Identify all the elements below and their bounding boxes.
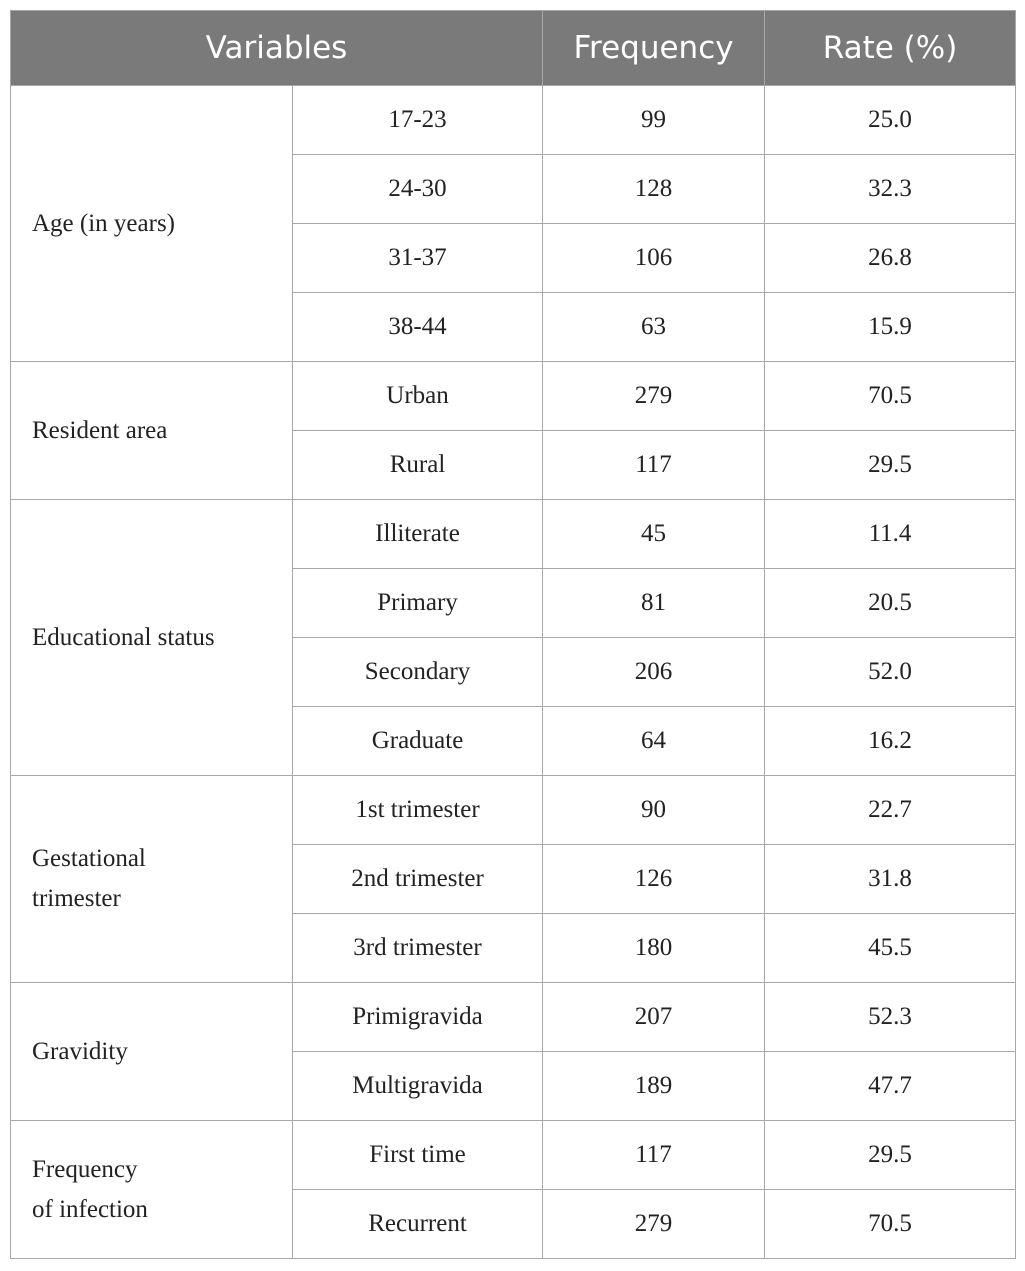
- variable-group-label-line: Educational status: [32, 623, 215, 651]
- rate-cell: 15.9: [765, 293, 1016, 362]
- category-cell: Primigravida: [293, 983, 543, 1052]
- frequency-cell: 126: [543, 845, 765, 914]
- rate-cell: 26.8: [765, 224, 1016, 293]
- rate-cell: 47.7: [765, 1052, 1016, 1121]
- table-row: [11, 776, 1016, 845]
- header-variables: Variables: [11, 11, 543, 86]
- variable-group-label-line: Resident area: [32, 416, 168, 444]
- table-body: [11, 86, 1016, 1259]
- frequency-cell: 279: [543, 1190, 765, 1259]
- rate-cell: 11.4: [765, 500, 1016, 569]
- category-cell: Illiterate: [293, 500, 543, 569]
- rate-cell: 45.5: [765, 914, 1016, 983]
- rate-cell: 20.5: [765, 569, 1016, 638]
- frequency-cell: 90: [543, 776, 765, 845]
- variable-group-label: [11, 500, 293, 776]
- table-row: [11, 362, 1016, 431]
- variable-group-label-line: Frequency: [32, 1155, 138, 1183]
- category-cell: Graduate: [293, 707, 543, 776]
- category-cell: Primary: [293, 569, 543, 638]
- frequency-cell: 279: [543, 362, 765, 431]
- rate-cell: 52.3: [765, 983, 1016, 1052]
- variable-group-label: [11, 362, 293, 500]
- frequency-cell: 180: [543, 914, 765, 983]
- table-header: [11, 11, 1016, 86]
- variable-group-label: [11, 776, 293, 983]
- variable-group-label-line: Gravidity: [32, 1037, 128, 1065]
- category-cell: Recurrent: [293, 1190, 543, 1259]
- category-cell: First time: [293, 1121, 543, 1190]
- data-table: [10, 10, 1016, 1259]
- frequency-cell: 117: [543, 431, 765, 500]
- variable-group-label-line: trimester: [32, 885, 121, 912]
- category-cell: 38-44: [293, 293, 543, 362]
- category-cell: 3rd trimester: [293, 914, 543, 983]
- category-cell: 2nd trimester: [293, 845, 543, 914]
- rate-cell: 25.0: [765, 86, 1016, 155]
- rate-cell: 29.5: [765, 1121, 1016, 1190]
- frequency-cell: 45: [543, 500, 765, 569]
- variable-group-label: [11, 1121, 293, 1259]
- category-cell: Secondary: [293, 638, 543, 707]
- category-cell: 24-30: [293, 155, 543, 224]
- variable-group-label-line: Gestational: [32, 845, 146, 872]
- category-cell: Urban: [293, 362, 543, 431]
- rate-cell: 22.7: [765, 776, 1016, 845]
- frequency-cell: 189: [543, 1052, 765, 1121]
- frequency-cell: 128: [543, 155, 765, 224]
- variable-group-label: [11, 86, 293, 362]
- rate-cell: 52.0: [765, 638, 1016, 707]
- variable-group-label: [11, 983, 293, 1121]
- variable-group-label-line: Age (in years): [32, 209, 175, 237]
- frequency-cell: 106: [543, 224, 765, 293]
- category-cell: 1st trimester: [293, 776, 543, 845]
- category-cell: 31-37: [293, 224, 543, 293]
- frequency-cell: 81: [543, 569, 765, 638]
- rate-cell: 32.3: [765, 155, 1016, 224]
- header-rate: Rate (%): [765, 11, 1016, 86]
- header-frequency: Frequency: [543, 11, 765, 86]
- table-row: [11, 86, 1016, 155]
- category-cell: 17-23: [293, 86, 543, 155]
- rate-cell: 16.2: [765, 707, 1016, 776]
- table-row: [11, 1121, 1016, 1190]
- rate-cell: 29.5: [765, 431, 1016, 500]
- frequency-cell: 117: [543, 1121, 765, 1190]
- frequency-cell: 63: [543, 293, 765, 362]
- table-row: [11, 983, 1016, 1052]
- header-row: [11, 11, 1016, 86]
- rate-cell: 31.8: [765, 845, 1016, 914]
- frequency-cell: 207: [543, 983, 765, 1052]
- frequency-cell: 206: [543, 638, 765, 707]
- category-cell: Multigravida: [293, 1052, 543, 1121]
- frequency-cell: 64: [543, 707, 765, 776]
- rate-cell: 70.5: [765, 1190, 1016, 1259]
- category-cell: Rural: [293, 431, 543, 500]
- table-row: [11, 500, 1016, 569]
- frequency-cell: 99: [543, 86, 765, 155]
- variable-group-label-line: of infection: [32, 1195, 148, 1223]
- rate-cell: 70.5: [765, 362, 1016, 431]
